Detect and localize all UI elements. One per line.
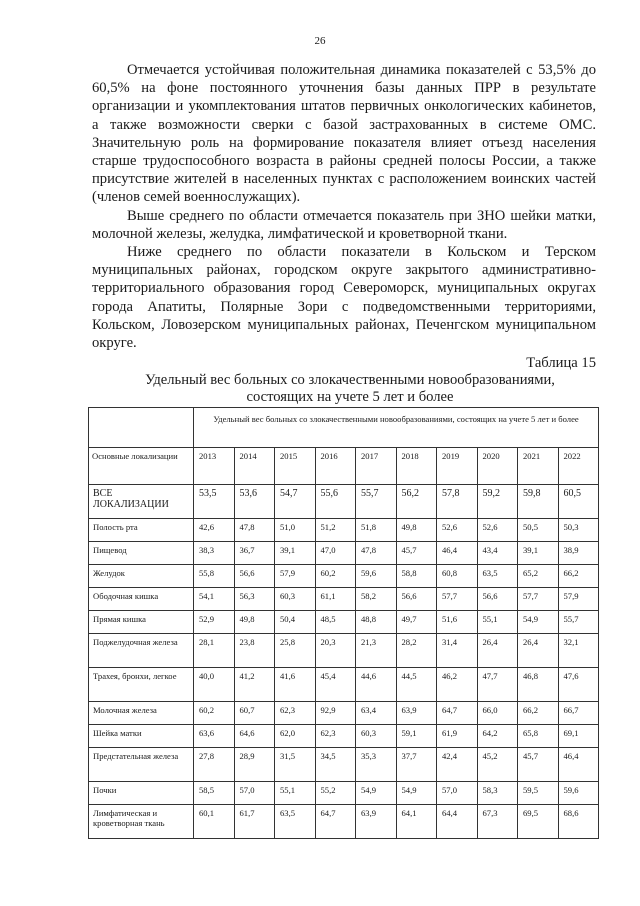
table-cell: 64,2	[477, 725, 518, 748]
table-corner-blank	[89, 408, 194, 448]
table-cell: 48,5	[315, 611, 356, 634]
table-cell: 65,8	[518, 725, 559, 748]
table-caption-number: Таблица 15	[526, 355, 596, 371]
table-cell: 50,5	[518, 519, 559, 542]
table-cell: 58,5	[194, 782, 235, 805]
table-cell: 60,1	[194, 805, 235, 839]
table-cell: 68,6	[558, 805, 599, 839]
table-cell: 46,8	[518, 668, 559, 702]
table-cell: 25,8	[275, 634, 316, 668]
table-cell: 57,7	[518, 588, 559, 611]
table-row	[89, 611, 599, 634]
paragraph-dynamics: Отмечается устойчивая положительная динамика показателей с 53,5% до 60,5% на фоне постоянного уточнения базы данных ПРР в результате организации и укомплектования штатов первичных онкологических кабинетов, а также возможности сверки с базой застрахованных в системе ОМС. Значительную роль на формирование показателя влияет отъезд населения старше трудоспособного возраста в районы средней полосы России, а также присутствие жителей в населенных пунктах с расположением воинских частей (членов семей военнослужащих).	[92, 62, 596, 206]
table-cell: 63,4	[356, 702, 397, 725]
table-cell: 66,7	[558, 702, 599, 725]
table-year-header: 2018	[396, 448, 437, 485]
table-row	[89, 485, 599, 519]
table-cell: 57,9	[558, 588, 599, 611]
table-row-label: Почки	[89, 782, 194, 805]
table-cell: 45,7	[518, 748, 559, 782]
table-cell: 45,2	[477, 748, 518, 782]
table-cell: 63,9	[356, 805, 397, 839]
table-cell: 52,6	[437, 519, 478, 542]
table-cell: 28,1	[194, 634, 235, 668]
table-cell: 47,7	[477, 668, 518, 702]
table-year-header: 2019	[437, 448, 478, 485]
table-cell: 44,5	[396, 668, 437, 702]
table-cell: 21,3	[356, 634, 397, 668]
table-cell: 61,7	[234, 805, 275, 839]
data-table	[88, 407, 599, 839]
body-text	[92, 61, 596, 352]
table-cell: 47,8	[356, 542, 397, 565]
table-cell: 55,7	[558, 611, 599, 634]
table-group-header-row	[89, 408, 599, 448]
table-cell: 54,1	[194, 588, 235, 611]
table-cell: 64,7	[437, 702, 478, 725]
table-cell: 66,2	[518, 702, 559, 725]
table-cell: 60,2	[315, 565, 356, 588]
table-cell: 63,6	[194, 725, 235, 748]
table-cell: 58,2	[356, 588, 397, 611]
table-cell: 56,2	[396, 485, 437, 519]
table-cell: 45,7	[396, 542, 437, 565]
table-year-header: 2015	[275, 448, 316, 485]
table-cell: 31,5	[275, 748, 316, 782]
table-year-header-row	[89, 448, 599, 485]
table-cell: 40,0	[194, 668, 235, 702]
table-row-label: Молочная железа	[89, 702, 194, 725]
table-cell: 59,5	[518, 782, 559, 805]
table-cell: 67,3	[477, 805, 518, 839]
table-cell: 36,7	[234, 542, 275, 565]
table-cell: 41,2	[234, 668, 275, 702]
table-cell: 60,3	[275, 588, 316, 611]
table-row	[89, 565, 599, 588]
table-cell: 35,3	[356, 748, 397, 782]
table-cell: 66,0	[477, 702, 518, 725]
table-cell: 54,7	[275, 485, 316, 519]
table-year-header: 2022	[558, 448, 599, 485]
table-cell: 49,7	[396, 611, 437, 634]
table-cell: 60,3	[356, 725, 397, 748]
table-cell: 63,5	[477, 565, 518, 588]
table-cell: 57,8	[437, 485, 478, 519]
table-cell: 50,4	[275, 611, 316, 634]
table-row-label: Трахея, бронхи, легкое	[89, 668, 194, 702]
table-cell: 51,6	[437, 611, 478, 634]
table-cell: 26,4	[477, 634, 518, 668]
table-row-label: Лимфатическая и кроветворная ткань	[89, 805, 194, 839]
table-cell: 28,9	[234, 748, 275, 782]
table-cell: 37,7	[396, 748, 437, 782]
table-cell: 62,0	[275, 725, 316, 748]
table-cell: 54,9	[518, 611, 559, 634]
table-cell: 51,8	[356, 519, 397, 542]
table-cell: 20,3	[315, 634, 356, 668]
table-row-label: Пищевод	[89, 542, 194, 565]
table-cell: 45,4	[315, 668, 356, 702]
table-cell: 60,2	[194, 702, 235, 725]
table-cell: 47,8	[234, 519, 275, 542]
table-cell: 57,0	[234, 782, 275, 805]
table-cell: 65,2	[518, 565, 559, 588]
table-cell: 60,5	[558, 485, 599, 519]
table-cell: 56,6	[234, 565, 275, 588]
table-title-line-2: состоящих на учете 5 лет и более	[246, 388, 454, 405]
table-cell: 62,3	[275, 702, 316, 725]
table-cell: 43,4	[477, 542, 518, 565]
table-cell: 55,1	[477, 611, 518, 634]
table-cell: 50,3	[558, 519, 599, 542]
table-cell: 66,2	[558, 565, 599, 588]
table-cell: 52,9	[194, 611, 235, 634]
table-cell: 64,4	[437, 805, 478, 839]
table-row	[89, 702, 599, 725]
table-cell: 53,6	[234, 485, 275, 519]
table-row-label: ВСЕ ЛОКАЛИЗАЦИИ	[89, 485, 194, 519]
table-cell: 52,6	[477, 519, 518, 542]
table-cell: 28,2	[396, 634, 437, 668]
table-cell: 55,6	[315, 485, 356, 519]
table-cell: 54,9	[396, 782, 437, 805]
table-cell: 47,6	[558, 668, 599, 702]
table-cell: 55,7	[356, 485, 397, 519]
table-year-header: 2017	[356, 448, 397, 485]
table-cell: 49,8	[396, 519, 437, 542]
table-cell: 64,6	[234, 725, 275, 748]
table-year-header: 2013	[194, 448, 235, 485]
table-cell: 69,5	[518, 805, 559, 839]
table-cell: 60,7	[234, 702, 275, 725]
table-year-header: 2021	[518, 448, 559, 485]
table-title	[110, 372, 590, 405]
table-cell: 51,2	[315, 519, 356, 542]
table-cell: 31,4	[437, 634, 478, 668]
table-cell: 58,3	[477, 782, 518, 805]
table-cell: 32,1	[558, 634, 599, 668]
table-cell: 26,4	[518, 634, 559, 668]
table-row-label: Ободочная кишка	[89, 588, 194, 611]
table-cell: 54,9	[356, 782, 397, 805]
table-row-label: Желудок	[89, 565, 194, 588]
table-group-header: Удельный вес больных со злокачественными новообразованиями, состоящих на учете 5 лет и более	[194, 408, 599, 448]
table-cell: 57,0	[437, 782, 478, 805]
table-cell: 59,6	[558, 782, 599, 805]
table-cell: 58,8	[396, 565, 437, 588]
table-cell: 69,1	[558, 725, 599, 748]
table-cell: 64,7	[315, 805, 356, 839]
table-row-label: Прямая кишка	[89, 611, 194, 634]
table-cell: 59,8	[518, 485, 559, 519]
table-cell: 39,1	[275, 542, 316, 565]
table-cell: 57,7	[437, 588, 478, 611]
table-corner-header: Основные локализации	[89, 448, 194, 485]
table-cell: 60,8	[437, 565, 478, 588]
table-row	[89, 782, 599, 805]
table-row	[89, 588, 599, 611]
table-cell: 63,9	[396, 702, 437, 725]
table-cell: 41,6	[275, 668, 316, 702]
table-cell: 62,3	[315, 725, 356, 748]
table-row-label: Предстательная железа	[89, 748, 194, 782]
table-cell: 46,4	[437, 542, 478, 565]
table-cell: 64,1	[396, 805, 437, 839]
table-cell: 34,5	[315, 748, 356, 782]
table-cell: 38,9	[558, 542, 599, 565]
table-year-header: 2014	[234, 448, 275, 485]
table-title-line-1: Удельный вес больных со злокачественными новообразованиями,	[145, 372, 555, 388]
table-cell: 42,4	[437, 748, 478, 782]
table-row	[89, 668, 599, 702]
table-row	[89, 725, 599, 748]
table-cell: 55,2	[315, 782, 356, 805]
table-cell: 27,8	[194, 748, 235, 782]
table-row	[89, 542, 599, 565]
table-row	[89, 519, 599, 542]
table-cell: 56,6	[477, 588, 518, 611]
table-cell: 53,5	[194, 485, 235, 519]
table-cell: 47,0	[315, 542, 356, 565]
table-cell: 49,8	[234, 611, 275, 634]
table-cell: 59,1	[396, 725, 437, 748]
table-cell: 38,3	[194, 542, 235, 565]
table-cell: 42,6	[194, 519, 235, 542]
table-cell: 39,1	[518, 542, 559, 565]
table-cell: 56,6	[396, 588, 437, 611]
table-cell: 57,9	[275, 565, 316, 588]
table-cell: 59,6	[356, 565, 397, 588]
table-cell: 61,1	[315, 588, 356, 611]
page-number: 26	[314, 35, 326, 47]
table-cell: 55,8	[194, 565, 235, 588]
table-cell: 55,1	[275, 782, 316, 805]
table-row	[89, 748, 599, 782]
table-cell: 44,6	[356, 668, 397, 702]
table-cell: 92,9	[315, 702, 356, 725]
table-cell: 61,9	[437, 725, 478, 748]
paragraph-above-average: Выше среднего по области отмечается показатель при ЗНО шейки матки, молочной железы, желудка, лимфатической и кроветворной ткани.	[92, 207, 596, 242]
table-cell: 59,2	[477, 485, 518, 519]
table-cell: 56,3	[234, 588, 275, 611]
table-body	[89, 485, 599, 839]
table-cell: 23,8	[234, 634, 275, 668]
table-cell: 46,2	[437, 668, 478, 702]
table-cell: 51,0	[275, 519, 316, 542]
table-year-header: 2016	[315, 448, 356, 485]
table-row-label: Полость рта	[89, 519, 194, 542]
table-cell: 46,4	[558, 748, 599, 782]
table-cell: 48,8	[356, 611, 397, 634]
table-year-header: 2020	[477, 448, 518, 485]
table-row	[89, 805, 599, 839]
table-row-label: Поджелудочная железа	[89, 634, 194, 668]
table-cell: 63,5	[275, 805, 316, 839]
table-row-label: Шейка матки	[89, 725, 194, 748]
table-row	[89, 634, 599, 668]
paragraph-below-average: Ниже среднего по области показатели в Кольском и Терском муниципальных районах, городском округе закрытого административно-территориального образования город Североморск, муниципальных округах города Апатиты, Полярные Зори с подведомственными территориями, Кольском, Ловозерском муниципальных районах, Печенгском муниципальном округе.	[92, 244, 596, 352]
